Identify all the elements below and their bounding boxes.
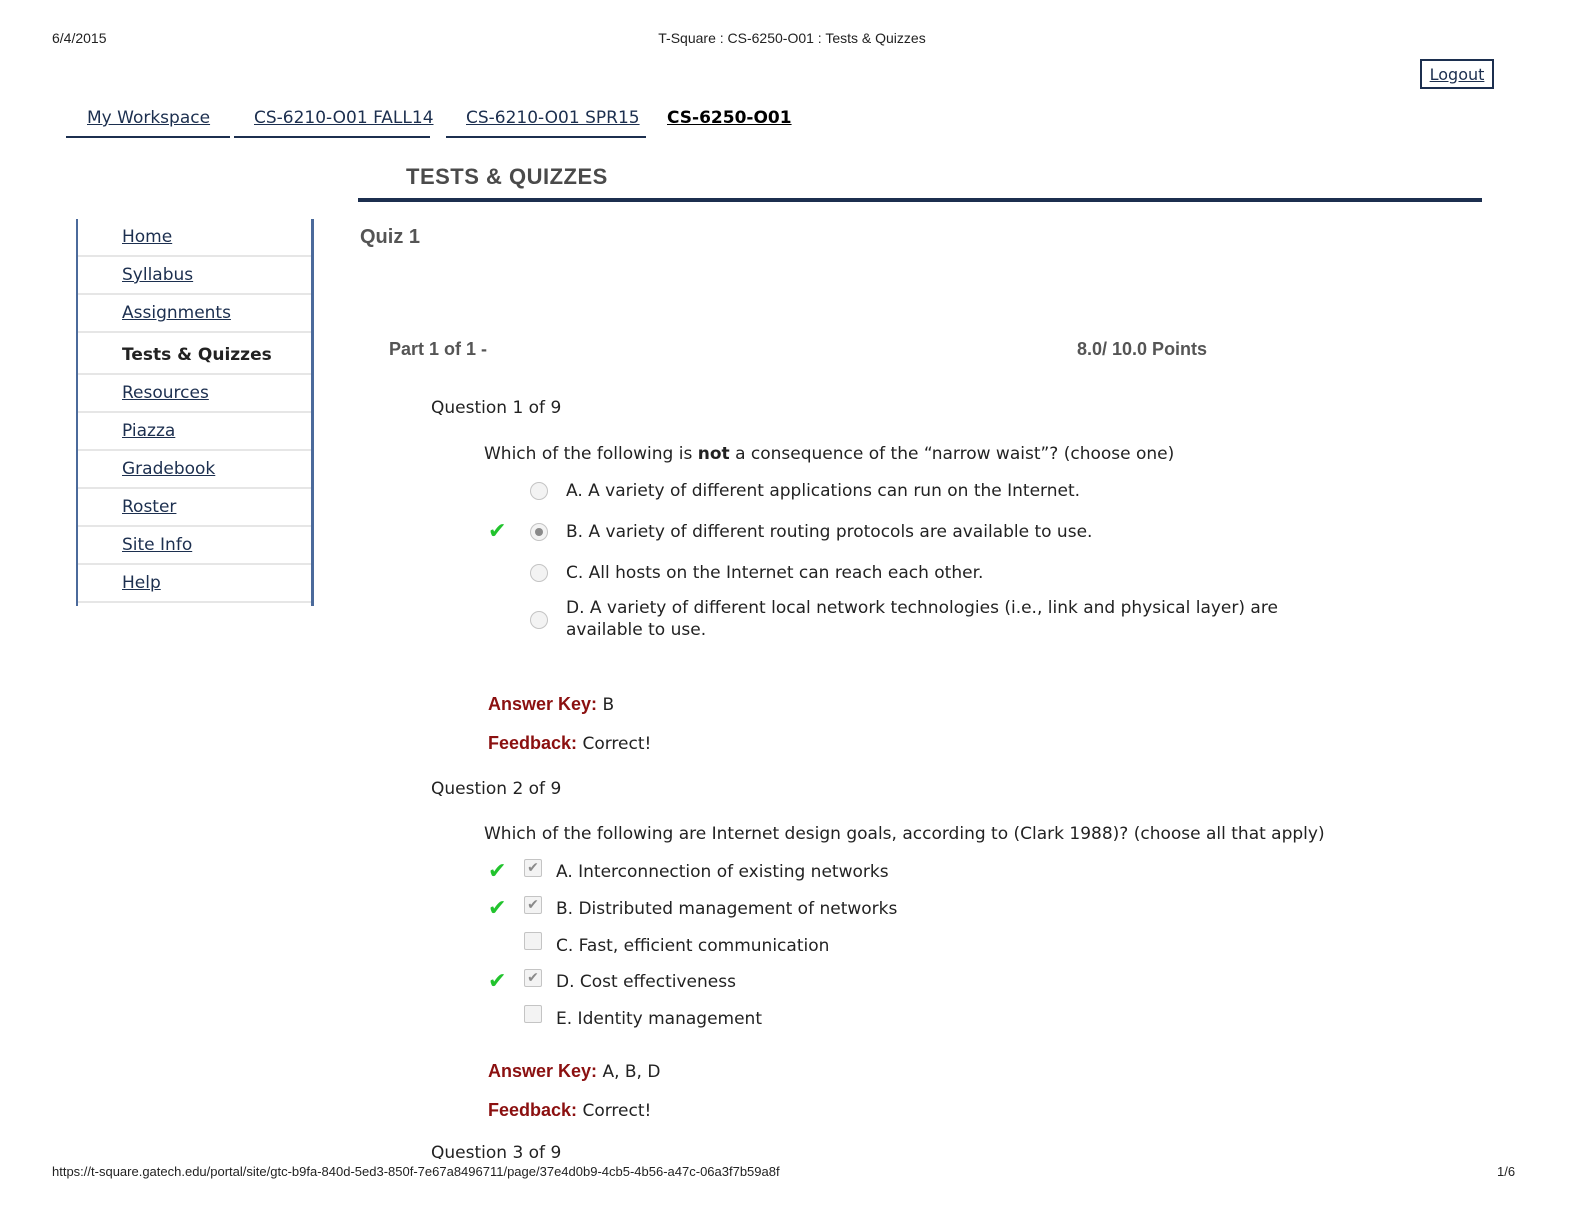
- sidebar: [76, 219, 314, 606]
- sidebar-item-label: Syllabus: [122, 265, 194, 285]
- option-label: A. A variety of different applications can run on the Internet.: [566, 481, 1081, 501]
- check-icon: ✔: [488, 896, 507, 921]
- option-label: D. Cost effectiveness: [556, 972, 736, 992]
- sidebar-item-syllabus[interactable]: [78, 257, 311, 295]
- sidebar-item-tests-quizzes[interactable]: [78, 333, 311, 375]
- sidebar-item-label: Tests & Quizzes: [122, 345, 272, 365]
- feedback: [488, 733, 651, 754]
- answer-key-value: A, B, D: [602, 1062, 661, 1082]
- site-tab-my-workspace[interactable]: [66, 108, 230, 138]
- option-label: B. Distributed management of networks: [556, 899, 898, 919]
- print-title: T-Square : CS-6250-O01 : Tests & Quizzes: [658, 30, 926, 46]
- option-checkbox-checked[interactable]: ✔: [524, 896, 542, 914]
- option-label: A. Interconnection of existing networks: [556, 862, 889, 882]
- option-label: C. Fast, efficient communication: [556, 936, 830, 956]
- part-label: Part 1 of 1 -: [389, 339, 488, 359]
- question-number: Question 1 of 9: [431, 398, 562, 418]
- question-number: Question 3 of 9: [431, 1143, 562, 1159]
- site-tab-label: CS-6250-O01: [667, 108, 792, 128]
- option-checkbox[interactable]: [524, 932, 542, 950]
- option-label: C. All hosts on the Internet can reach each other.: [566, 563, 984, 583]
- answer-key: [488, 1061, 660, 1082]
- sidebar-item-assignments[interactable]: [78, 295, 311, 333]
- sidebar-item-label: Help: [122, 573, 161, 593]
- sidebar-item-gradebook[interactable]: [78, 451, 311, 489]
- feedback: [488, 1100, 651, 1121]
- sidebar-item-label: Piazza: [122, 421, 176, 441]
- option-radio[interactable]: [530, 482, 548, 500]
- question-number: Question 2 of 9: [431, 779, 562, 799]
- option-label: D. A variety of different local network technologies (i.e., link and physical layer) are available to use.: [566, 598, 1278, 640]
- site-tab-label: CS-6210-O01 FALL14: [254, 108, 434, 128]
- sidebar-item-help[interactable]: [78, 565, 311, 603]
- site-tab-label: CS-6210-O01 SPR15: [466, 108, 640, 128]
- option-checkbox-checked[interactable]: ✔: [524, 969, 542, 987]
- answer-key-label: Answer Key:: [488, 1061, 598, 1081]
- sidebar-item-label: Gradebook: [122, 459, 216, 479]
- answer-key-label: Answer Key:: [488, 694, 598, 714]
- tab-underline: [66, 136, 230, 138]
- option-radio[interactable]: [530, 564, 548, 582]
- sidebar-item-site-info[interactable]: [78, 527, 311, 565]
- answer-key-value: B: [602, 695, 615, 715]
- quiz-title: Quiz 1: [360, 226, 421, 248]
- sidebar-item-label: Roster: [122, 497, 177, 517]
- answer-key: [488, 694, 614, 715]
- option-radio-selected[interactable]: [530, 523, 548, 541]
- tool-title: TESTS & QUIZZES: [406, 164, 608, 189]
- check-icon: ✔: [488, 859, 507, 884]
- logout-button[interactable]: Logout: [1420, 59, 1494, 89]
- sidebar-item-roster[interactable]: [78, 489, 311, 527]
- footer-url: https://t-square.gatech.edu/portal/site/gtc-b9fa-840d-5ed3-850f-7e67a8496711/page/37e4d0b9-4cb5-4b56-a47c-06a3f7b59a8f: [52, 1164, 780, 1179]
- option-checkbox-checked[interactable]: ✔: [524, 859, 542, 877]
- option-radio[interactable]: [530, 611, 548, 629]
- score-points: 8.0/ 10.0 Points: [1077, 339, 1208, 359]
- print-date: 6/4/2015: [52, 30, 107, 46]
- site-tab-cs6250[interactable]: [646, 108, 796, 138]
- feedback-label: Feedback:: [488, 1100, 578, 1120]
- tab-underline: [234, 136, 430, 138]
- site-tab-label: My Workspace: [87, 108, 211, 128]
- tab-underline: [446, 136, 646, 138]
- question-text-part: Which of the following is: [484, 444, 698, 464]
- sidebar-item-label: Home: [122, 227, 173, 247]
- question-text-part: a consequence of the “narrow waist”? (choose one): [729, 444, 1175, 464]
- sidebar-item-label: Assignments: [122, 303, 231, 323]
- question-text: [484, 444, 1174, 464]
- option-checkbox[interactable]: [524, 1005, 542, 1023]
- title-divider: [358, 198, 1482, 202]
- question-text: Which of the following are Internet design goals, according to (Clark 1988)? (choose all that apply): [484, 824, 1325, 844]
- site-tab-cs6210-spr15[interactable]: [446, 108, 646, 138]
- feedback-value: Correct!: [582, 734, 652, 754]
- sidebar-item-label: Site Info: [122, 535, 193, 555]
- check-icon: ✔: [488, 519, 507, 544]
- sidebar-item-piazza[interactable]: [78, 413, 311, 451]
- sidebar-item-home[interactable]: [78, 219, 311, 257]
- sidebar-item-label: Resources: [122, 383, 209, 403]
- check-icon: ✔: [488, 969, 507, 994]
- sidebar-item-resources[interactable]: [78, 375, 311, 413]
- question-text-emphasis: not: [697, 444, 730, 464]
- footer-page-number: 1/6: [1497, 1164, 1516, 1179]
- feedback-label: Feedback:: [488, 733, 578, 753]
- option-label: B. A variety of different routing protocols are available to use.: [566, 522, 1093, 542]
- site-tab-cs6210-fall14[interactable]: [234, 108, 434, 138]
- feedback-value: Correct!: [582, 1101, 652, 1121]
- option-label: E. Identity management: [556, 1009, 762, 1029]
